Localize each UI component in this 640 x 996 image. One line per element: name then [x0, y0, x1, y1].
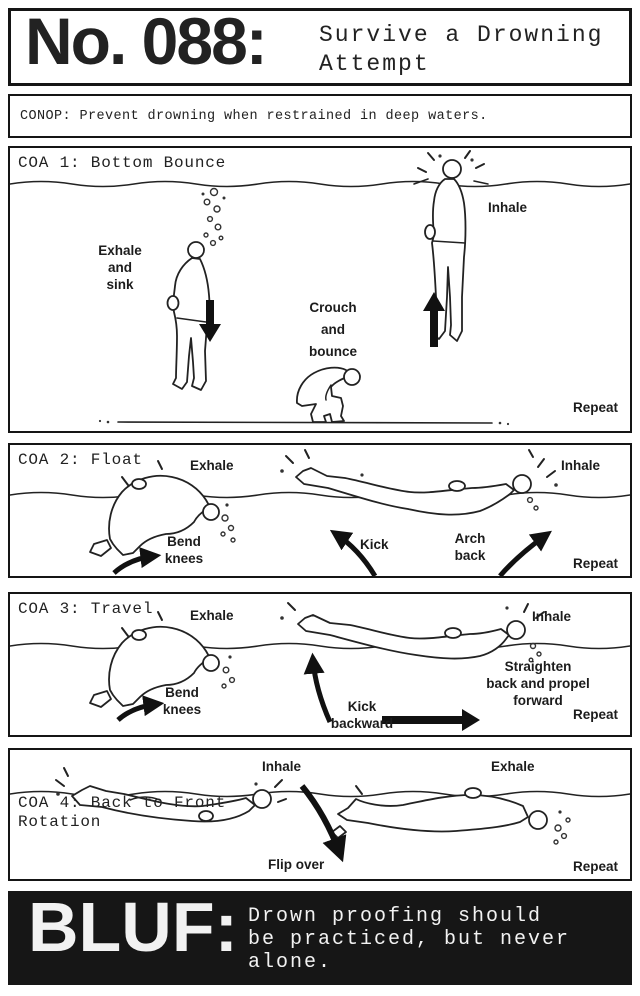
bend-knees-label: Bend knees: [164, 534, 204, 566]
coa4-header: COA 4: Back to Front Rotation: [18, 794, 227, 831]
conop-text: CONOP: Prevent drowning when restrained in deep waters.: [20, 109, 488, 124]
bluf-line1: Drown proofing should: [248, 905, 543, 928]
coa3-panel: [8, 592, 632, 737]
coa1-panel: [8, 146, 632, 433]
waterline: [10, 493, 630, 498]
coa2-header: COA 2: Float: [18, 451, 143, 469]
skill-title-line1: Survive a Drowning: [319, 22, 604, 48]
repeat-label: Repeat: [572, 400, 618, 415]
kick-label: Kick: [360, 537, 389, 552]
arch-back-label: Arch back: [454, 531, 486, 563]
coa1-header: COA 1: Bottom Bounce: [18, 154, 227, 172]
waterline: [10, 644, 630, 649]
bluf-label: BLUF:: [28, 888, 238, 966]
skill-title-line2: Attempt: [319, 51, 430, 77]
conop-panel: [8, 94, 632, 138]
floating-figure: [280, 450, 558, 515]
sinking-figure: [168, 242, 210, 390]
crouching-figure: [297, 368, 360, 422]
crouch-bounce-label: Crouch and bounce: [308, 300, 357, 359]
exhale-sink-label: Exhale and sink: [98, 243, 142, 292]
repeat-label: Repeat: [572, 859, 618, 874]
bluf-panel: [8, 888, 632, 985]
coa3-header: COA 3: Travel: [18, 600, 154, 618]
waterline: [10, 182, 630, 187]
exhale-label: Exhale: [190, 608, 234, 623]
bend-knees-label: Bend knees: [162, 685, 202, 717]
title-panel: [8, 4, 632, 86]
flip-over-label: Flip over: [268, 857, 325, 872]
bluf-line3: alone.: [248, 951, 333, 974]
straighten-label: Straighten back and propel forward: [486, 659, 590, 708]
arch-back-arrow-icon: [500, 535, 546, 576]
exhale-label: Exhale: [190, 458, 234, 473]
kick-backward-label: Kick backward: [330, 699, 394, 731]
skill-number: No. 088:: [25, 4, 266, 78]
exhale-label: Exhale: [491, 759, 535, 774]
bluf-line2: be practiced, but never: [248, 928, 571, 951]
traveling-figure: [280, 603, 544, 662]
repeat-label: Repeat: [572, 707, 618, 722]
exhale-bubbles: [202, 189, 226, 246]
inhale-label: Inhale: [488, 200, 528, 215]
inhale-label: Inhale: [561, 458, 601, 473]
inhale-label: Inhale: [532, 609, 572, 624]
coa2-panel: [8, 443, 632, 578]
coa4-panel: [8, 748, 632, 881]
skill-title: [319, 21, 603, 79]
pool-floor: [99, 420, 509, 425]
inhale-label: Inhale: [262, 759, 302, 774]
repeat-label: Repeat: [572, 556, 618, 571]
